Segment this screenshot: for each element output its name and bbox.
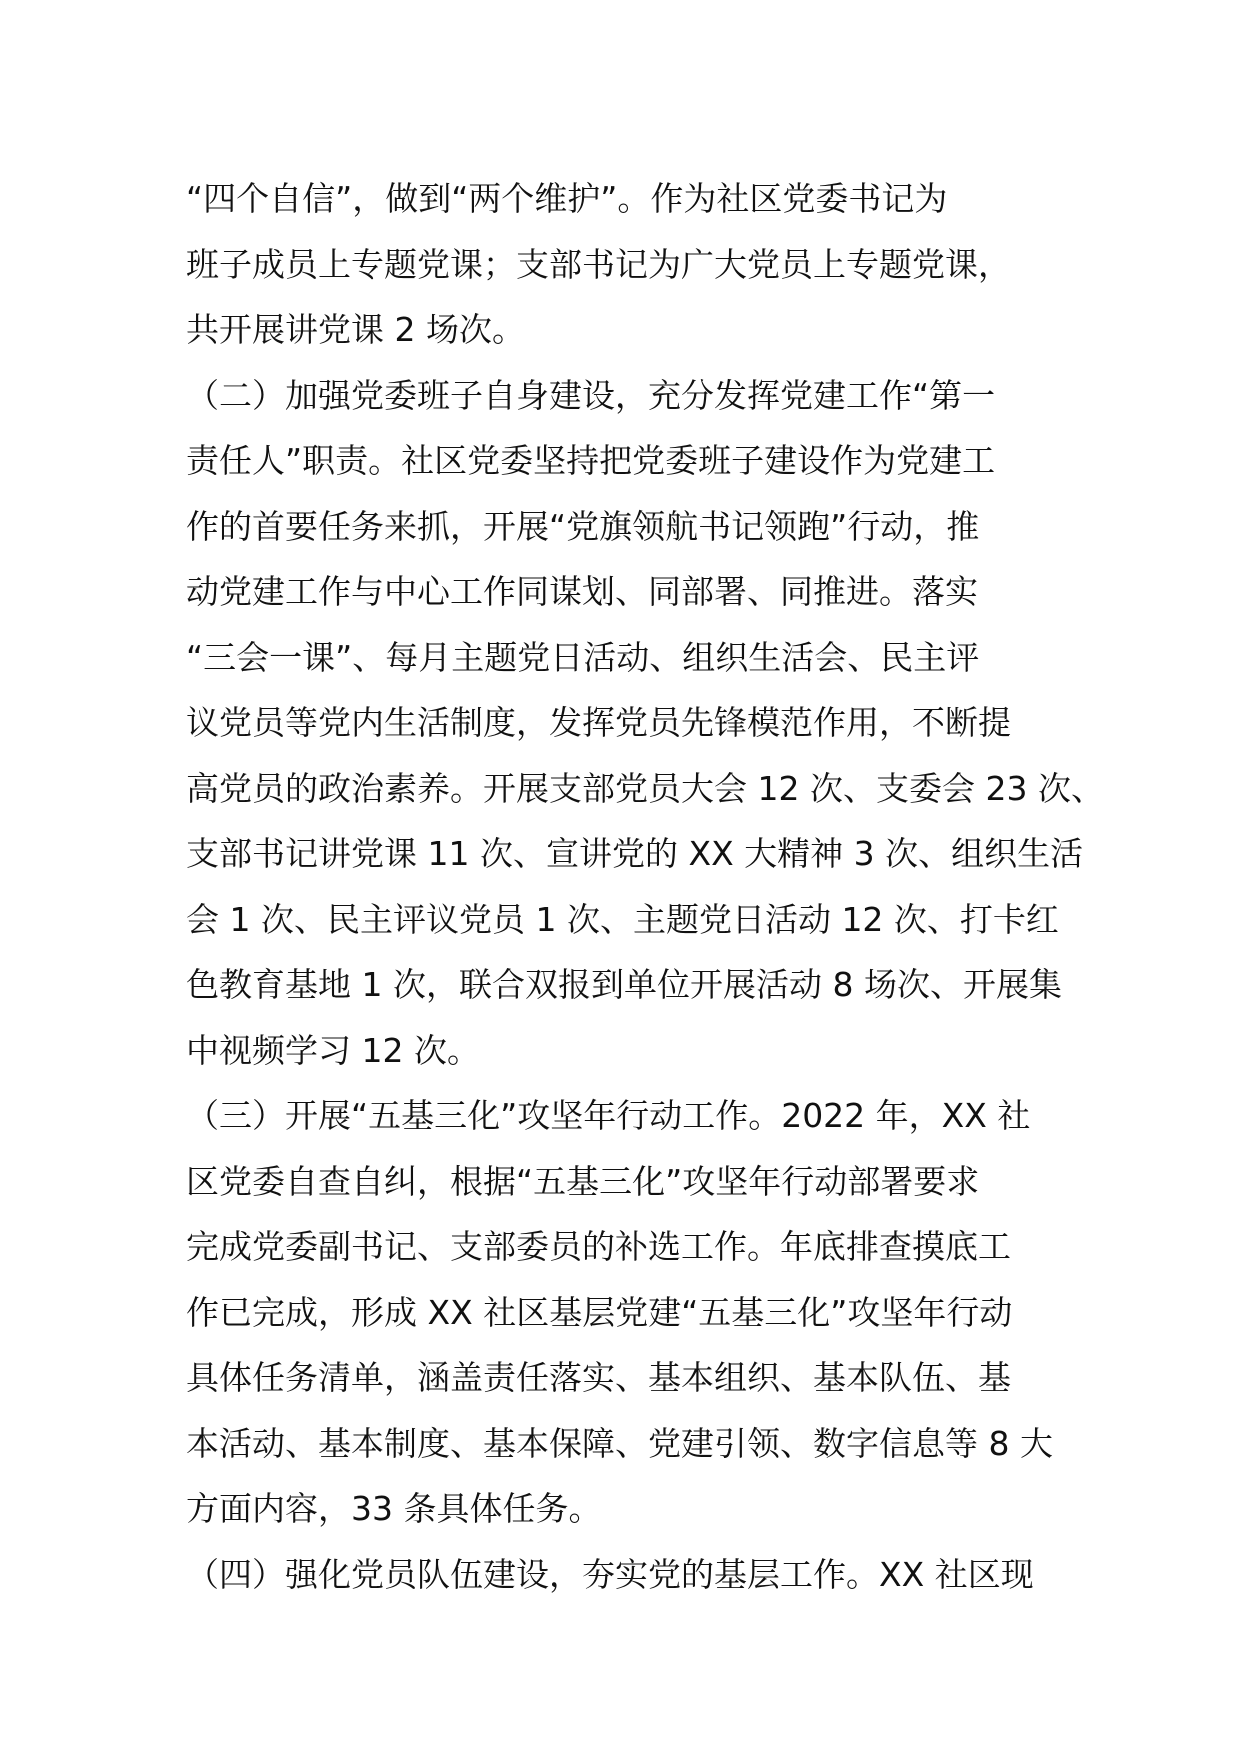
body-text bbox=[186, 166, 1104, 1607]
text-line: 作已完成，形成 XX 社区基层党建“五基三化”攻坚年行动 bbox=[186, 1292, 1013, 1332]
text-line: 方面内容，33 条具体任务。 bbox=[186, 1489, 602, 1528]
text-line: 高党员的政治素养。开展支部党员大会 12 次、支委会 23 次、 bbox=[186, 768, 1104, 808]
text-line: 区党委自查自纠，根据“五基三化”攻坚年行动部署要求 bbox=[186, 1161, 980, 1201]
text-line: 班子成员上专题党课；支部书记为广大党员上专题党课， bbox=[186, 244, 1011, 284]
text-line: 作的首要任务来抓，开展“党旗领航书记领跑”行动，推 bbox=[186, 506, 980, 546]
section-heading-line: （四）强化党员队伍建设，夯实党的基层工作。XX 社区现 bbox=[186, 1554, 1034, 1594]
section-heading-line: （三）开展“五基三化”攻坚年行动工作。2022 年，XX 社 bbox=[186, 1096, 1031, 1135]
section-heading-line: （二）加强党委班子自身建设，充分发挥党建工作“第一 bbox=[186, 375, 996, 415]
text-line: 本活动、基本制度、基本保障、党建引领、数字信息等 8 大 bbox=[186, 1423, 1053, 1463]
text-line: 动党建工作与中心工作同谋划、同部署、同推进。落实 bbox=[186, 572, 978, 611]
text-line: 中视频学习 12 次。 bbox=[186, 1030, 480, 1070]
text-line: 会 1 次、民主评议党员 1 次、主题党日活动 12 次、打卡红 bbox=[186, 899, 1059, 939]
text-line: 责任人”职责。社区党委坚持把党委班子建设作为党建工 bbox=[186, 441, 996, 480]
text-line: 色教育基地 1 次，联合双报到单位开展活动 8 场次、开展集 bbox=[186, 965, 1062, 1004]
text-line: “三会一课”、每月主题党日活动、组织生活会、民主评 bbox=[186, 637, 980, 677]
text-line: 议党员等党内生活制度，发挥党员先锋模范作用，不断提 bbox=[186, 703, 1011, 742]
text-line: 共开展讲党课 2 场次。 bbox=[186, 310, 525, 349]
text-line: 完成党委副书记、支部委员的补选工作。年底排查摸底工 bbox=[186, 1227, 1011, 1266]
text-line: “四个自信”，做到“两个维护”。作为社区党委书记为 bbox=[186, 179, 948, 218]
text-line: 支部书记讲党课 11 次、宣讲党的 XX 大精神 3 次、组织生活 bbox=[186, 834, 1084, 873]
text-line: 具体任务清单，涵盖责任落实、基本组织、基本队伍、基 bbox=[186, 1358, 1011, 1397]
